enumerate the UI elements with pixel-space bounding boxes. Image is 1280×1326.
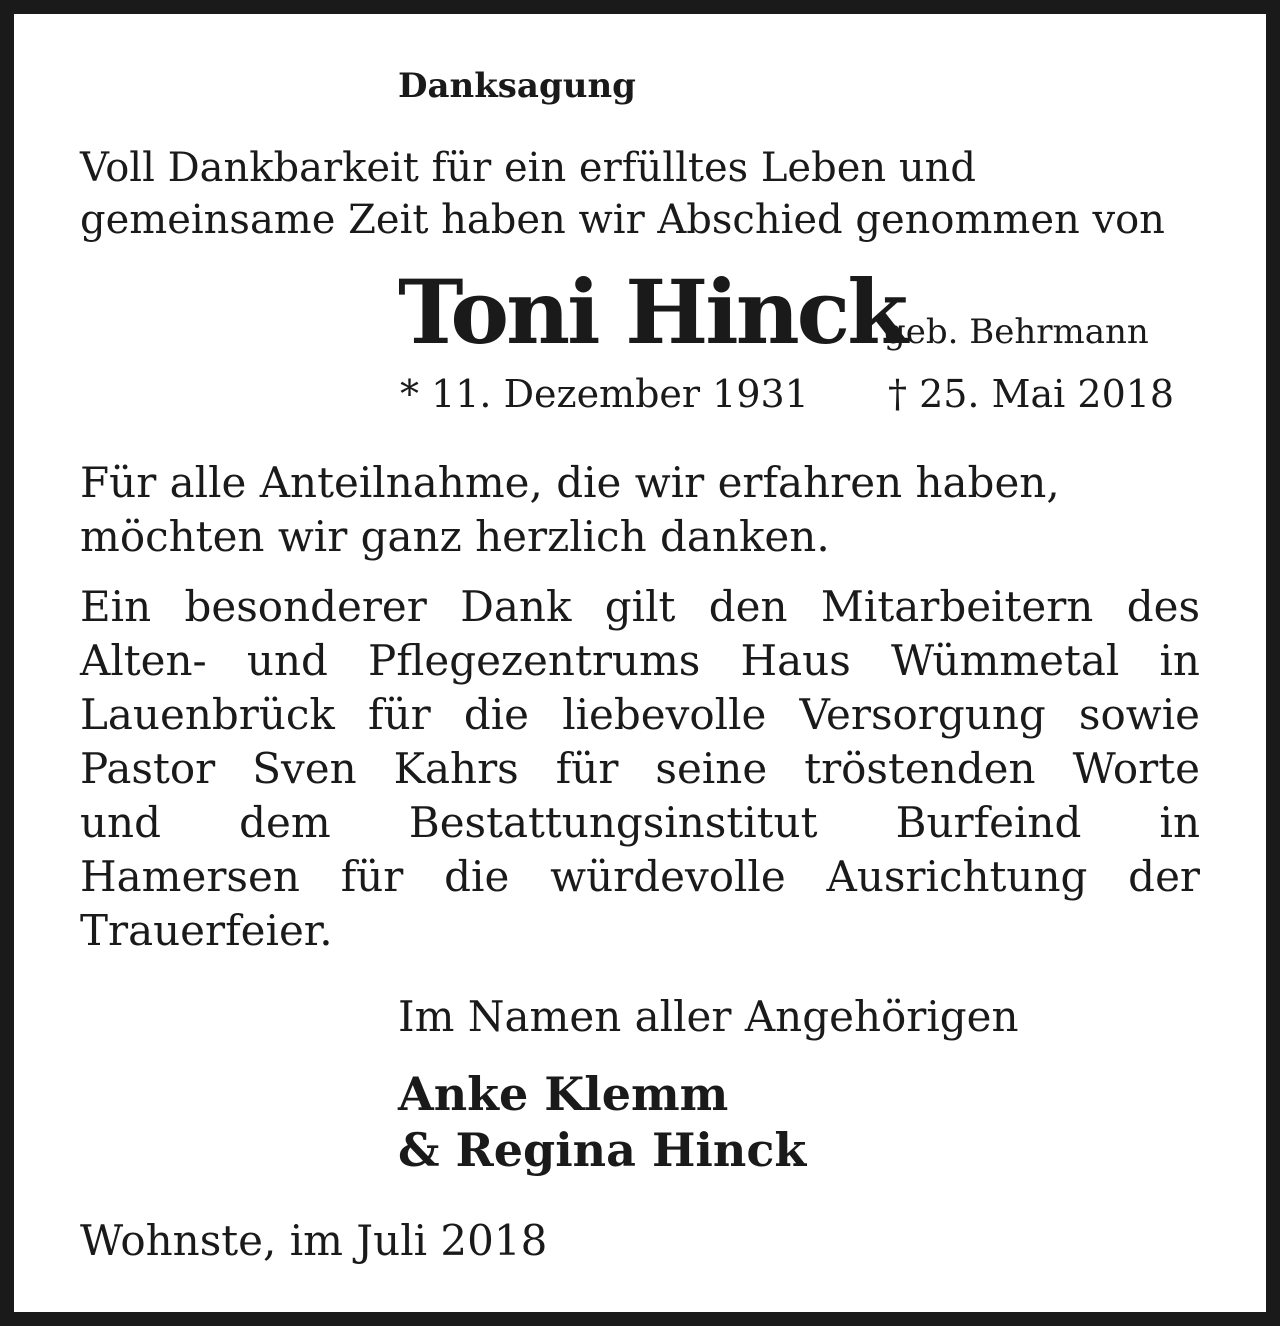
paragraph-line: und dem Bestattungsinstitut Burfeind in — [80, 798, 1200, 847]
closing-line: Im Namen aller Angehörigen — [398, 992, 1019, 1041]
paragraph-line: Hamersen für die würdevolle Ausrichtung der — [80, 852, 1200, 901]
paragraph-line: Lauenbrück für die liebevolle Versorgung sowie — [80, 690, 1200, 739]
notice-heading: Danksagung — [398, 66, 636, 106]
paragraph-line: Alten- und Pflegezentrums Haus Wümmetal in — [80, 636, 1200, 685]
intro-line: Voll Dankbarkeit für ein erfülltes Leben und — [80, 145, 976, 191]
place-date: Wohnste, im Juli 2018 — [80, 1216, 548, 1265]
intro-line: gemeinsame Zeit haben wir Abschied genommen von — [80, 197, 1165, 243]
intro-text — [80, 142, 1210, 246]
paragraph-line: Trauerfeier. — [80, 906, 333, 955]
paragraph-line: Ein besonderer Dank gilt den Mitarbeitern des — [80, 582, 1200, 631]
deceased-name: Toni Hinck — [398, 260, 906, 364]
signers — [398, 1066, 806, 1178]
death-date: † 25. Mai 2018 — [888, 372, 1175, 416]
special-thanks-paragraph — [80, 580, 1200, 958]
paragraph-line: Pastor Sven Kahrs für seine tröstenden Worte — [80, 744, 1200, 793]
birth-date: * 11. Dezember 1931 — [400, 372, 809, 416]
paragraph-line: möchten wir ganz herzlich danken. — [80, 512, 830, 561]
paragraph-line: Für alle Anteilnahme, die wir erfahren haben, — [80, 458, 1060, 507]
signer-name: & Regina Hinck — [398, 1123, 807, 1177]
thanks-paragraph — [80, 456, 1200, 564]
birth-name: geb. Behrmann — [884, 312, 1149, 352]
signer-name: Anke Klemm — [398, 1067, 729, 1121]
